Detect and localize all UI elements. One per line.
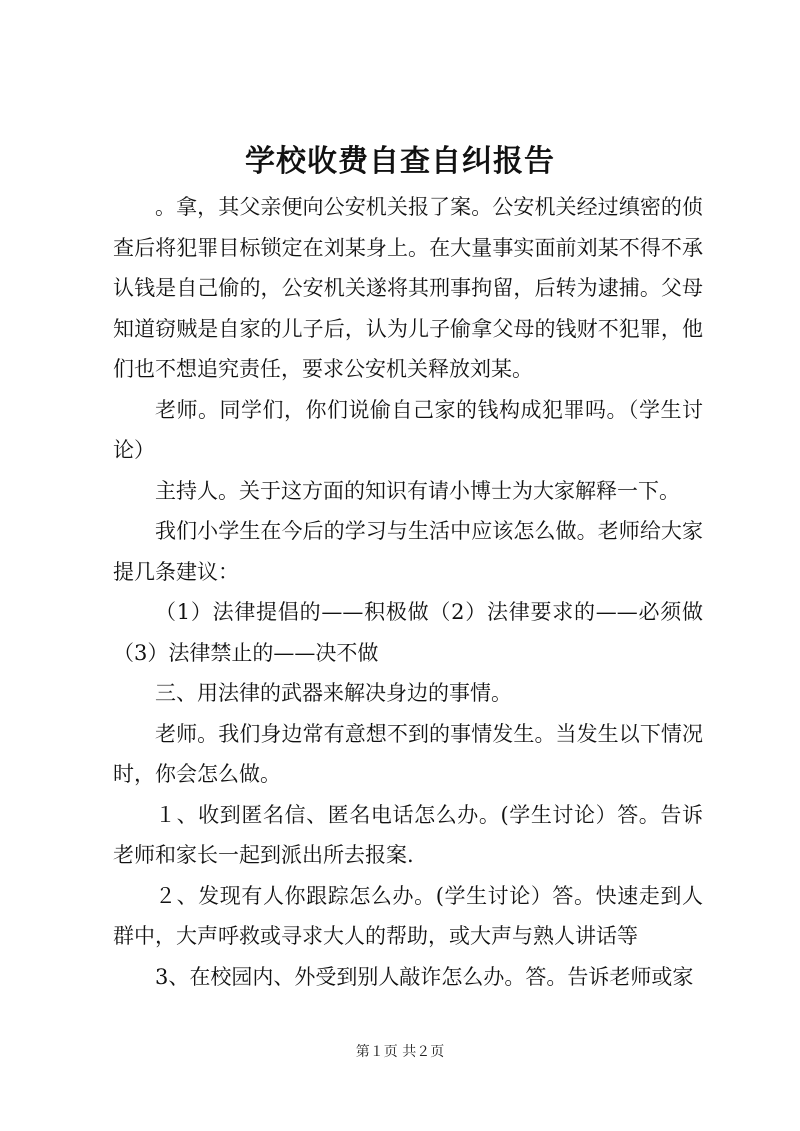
paragraph-scenario-2: ２、发现有人你跟踪怎么办。(学生讨论）答。快速走到人群中，大声呼救或寻求大人的帮助，或大声与熟人讲话等 [113,883,703,948]
paragraph-case-story: 。拿，其父亲便向公安机关报了案。公安机关经过缜密的侦查后将犯罪目标锁定在刘某身上。在大量事实面前刘某不得不承认钱是自己偷的，公安机关遂将其刑事拘留，后转为逮捕。父母知道窃贼是自家的儿子后，认为儿子偷拿父母的钱财不犯罪，他们也不想追究责任，要求公安机关释放刘某。 [113,195,703,381]
paragraph-law-rules: （1）法律提倡的——积极做（2）法律要求的——必须做（3）法律禁止的——决不做 [113,600,703,665]
paragraph-scenario-3: 3、在校园内、外受到别人敲诈怎么办。答。告诉老师或家 [155,964,694,989]
document-title: 学校收费自查自纠报告 [245,144,555,179]
page-footer: 第１页 共２页 [355,1044,445,1060]
paragraph-suggestions-intro: 我们小学生在今后的学习与生活中应该怎么做。老师给大家提几条建议： [113,519,703,584]
document-body [113,187,703,997]
paragraph-teacher-question: 老师。同学们，你们说偷自己家的钱构成犯罪吗。（学生讨论） [113,397,703,462]
paragraph-teacher-scenarios: 老师。我们身边常有意想不到的事情发生。当发生以下情况时，你会怎么做。 [113,721,703,786]
paragraph-section-three: 三、用法律的武器来解决身边的事情。 [155,681,512,705]
paragraph-host-intro: 主持人。关于这方面的知识有请小博士为大家解释一下。 [155,478,680,503]
paragraph-scenario-1: １、收到匿名信、匿名电话怎么办。(学生讨论）答。告诉老师和家长一起到派出所去报案. [113,802,703,867]
